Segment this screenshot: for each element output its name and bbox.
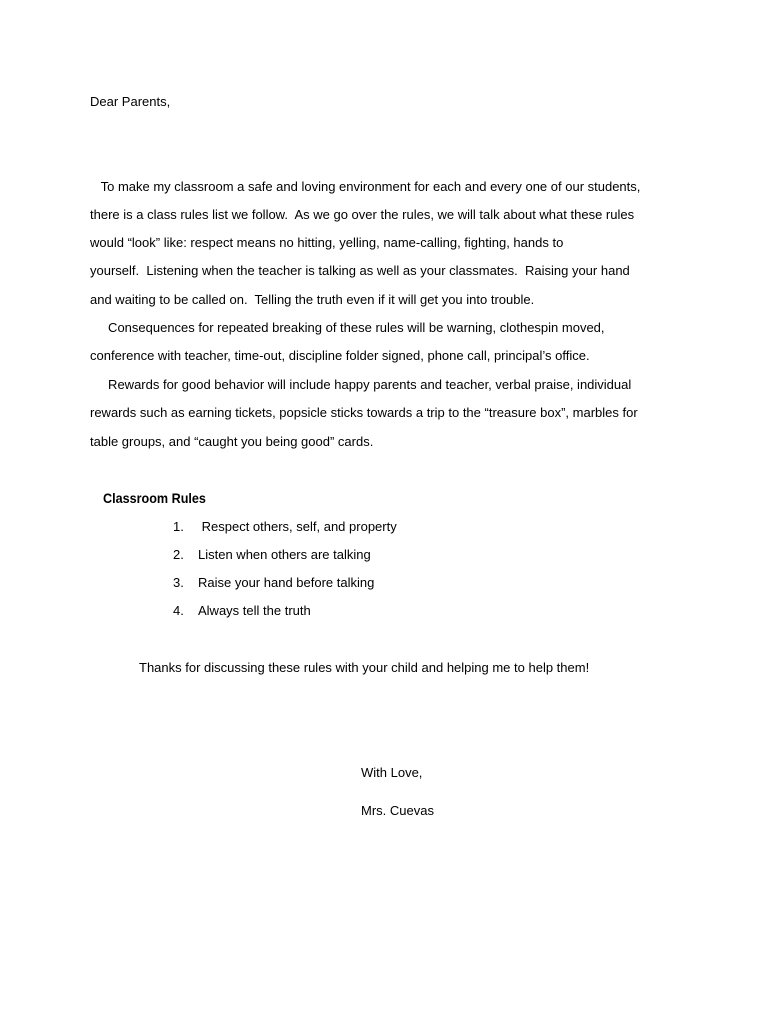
rule-number: 3. [173, 575, 184, 590]
rules-heading: Classroom Rules [103, 490, 206, 506]
rule-text: Listen when others are talking [198, 547, 371, 562]
intro-line-5: and waiting to be called on. Telling the truth even if it will get you into trouble. [90, 292, 535, 307]
rule-text: Raise your hand before talking [198, 575, 375, 590]
rule-item-4 [173, 603, 311, 619]
intro-line-3: would “look” like: respect means no hitting, yelling, name-calling, fighting, hands to [90, 235, 564, 250]
rule-text: Always tell the truth [198, 603, 311, 618]
closing: With Love, [361, 765, 423, 780]
rule-item-1 [173, 519, 397, 535]
intro-line-4: yourself. Listening when the teacher is talking as well as your classmates. Raising your hand [90, 263, 630, 278]
thanks-line: Thanks for discussing these rules with your child and helping me to help them! [139, 660, 590, 675]
rewards-line-2: rewards such as earning tickets, popsicle sticks towards a trip to the “treasure box”, marbles for [90, 405, 638, 420]
rule-item-3 [173, 575, 374, 591]
rewards-line-1: Rewards for good behavior will include happy parents and teacher, verbal praise, individual [90, 377, 632, 392]
rule-text: Respect others, self, and property [198, 519, 397, 534]
consequences-line-2: conference with teacher, time-out, discipline folder signed, phone call, principal’s office. [90, 348, 590, 363]
intro-line-1: To make my classroom a safe and loving environment for each and every one of our students, [90, 179, 641, 194]
signature: Mrs. Cuevas [361, 803, 434, 818]
consequences-line-1: Consequences for repeated breaking of these rules will be warning, clothespin moved, [90, 320, 605, 335]
rule-number: 4. [173, 603, 184, 618]
rule-item-2 [173, 547, 371, 563]
rule-number: 1. [173, 519, 184, 534]
rule-number: 2. [173, 547, 184, 562]
intro-line-2: there is a class rules list we follow. As we go over the rules, we will talk about what these rules [90, 207, 635, 222]
rewards-line-3: table groups, and “caught you being good” cards. [90, 434, 374, 449]
greeting: Dear Parents, [90, 94, 171, 109]
